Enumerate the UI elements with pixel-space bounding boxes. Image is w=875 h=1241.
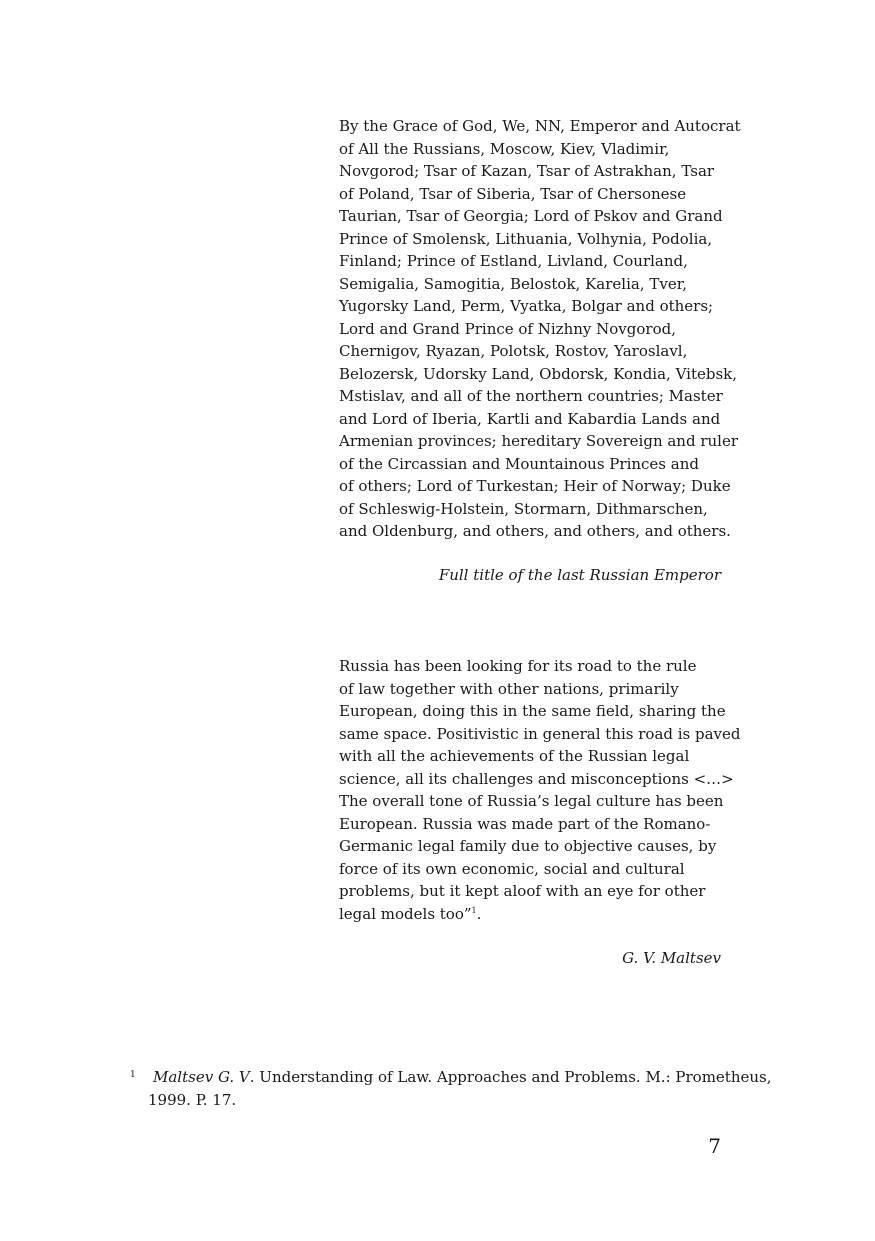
footnote-author: Maltsev G. V: [153, 1068, 250, 1086]
text-line: Germanic legal family due to objective causes, by: [339, 837, 717, 855]
text-line: of the Circassian and Mountainous Princes and: [339, 454, 699, 473]
text-line: same space. Positivistic in general this road is paved: [339, 724, 741, 743]
text-line: European. Russia was made part of the Romano-: [339, 814, 711, 833]
page-number: 7: [708, 1134, 721, 1158]
text-line: and Lord of Iberia, Kartli and Kabardia Lands and: [339, 409, 721, 428]
text-line: Chernigov, Ryazan, Polotsk, Rostov, Yaroslavl,: [339, 342, 688, 360]
text-line: The overall tone of Russia’s legal culture has been: [339, 792, 724, 810]
footnote-line: [130, 1066, 772, 1089]
text-line: and Oldenburg, and others, and others, and others.: [339, 522, 731, 540]
footnote-citation: . Understanding of Law. Approaches and Problems. M.: Prometheus,: [249, 1068, 772, 1086]
last-line-text: legal models too”: [339, 904, 472, 923]
text-line-last: [339, 903, 721, 926]
epigraph-maltsev-quote: [339, 655, 741, 925]
text-line: with all the achievements of the Russian legal: [339, 747, 690, 765]
text-line: By the Grace of God, We, NN, Emperor and Autocrat: [339, 117, 741, 135]
text-line: Taurian, Tsar of Georgia; Lord of Pskov and Grand: [339, 207, 723, 225]
quote-attribution: G. V. Maltsev: [622, 949, 721, 967]
text-line: Belozersk, Udorsky Land, Obdorsk, Kondia, Vitebsk,: [339, 364, 738, 383]
footnote-reference[interactable]: 1: [471, 905, 477, 915]
text-line: Prince of Smolensk, Lithuania, Volhynia, Podolia,: [339, 229, 713, 248]
footnote-mark: 1: [130, 1070, 136, 1080]
text-line: science, all its challenges and misconceptions <…>: [339, 769, 734, 788]
text-line: Semigalia, Samogitia, Belostok, Karelia, Tver,: [339, 274, 687, 293]
text-line: European, doing this in the same field, sharing the: [339, 702, 726, 720]
footnote: [130, 1066, 772, 1111]
text-line: of law together with other nations, primarily: [339, 679, 679, 698]
epigraph-attribution: Full title of the last Russian Emperor: [438, 566, 721, 584]
text-line: of Poland, Tsar of Siberia, Tsar of Chersonese: [339, 184, 687, 203]
text-line: Finland; Prince of Estland, Livland, Courland,: [339, 252, 688, 270]
text-line: of All the Russians, Moscow, Kiev, Vladimir,: [339, 139, 670, 158]
text-line: of others; Lord of Turkestan; Heir of Norway; Duke: [339, 477, 731, 495]
text-line: force of its own economic, social and cultural: [339, 859, 685, 878]
text-line: Armenian provinces; hereditary Sovereign and ruler: [339, 432, 739, 450]
text-line: Lord and Grand Prince of Nizhny Novgorod,: [339, 319, 676, 338]
epigraph-imperial-title: [339, 115, 741, 543]
last-line-end: .: [476, 904, 482, 923]
text-line: Mstislav, and all of the northern countries; Master: [339, 387, 723, 405]
footnote-line: 1999. P. 17.: [148, 1090, 237, 1109]
text-line: problems, but it kept aloof with an eye for other: [339, 882, 706, 900]
text-line: Yugorsky Land, Perm, Vyatka, Bolgar and others;: [339, 297, 714, 315]
text-line: Russia has been looking for its road to the rule: [339, 657, 697, 675]
text-line: of Schleswig-Holstein, Stormarn, Dithmarschen,: [339, 499, 708, 518]
text-line: Novgorod; Tsar of Kazan, Tsar of Astrakhan, Tsar: [339, 162, 715, 180]
